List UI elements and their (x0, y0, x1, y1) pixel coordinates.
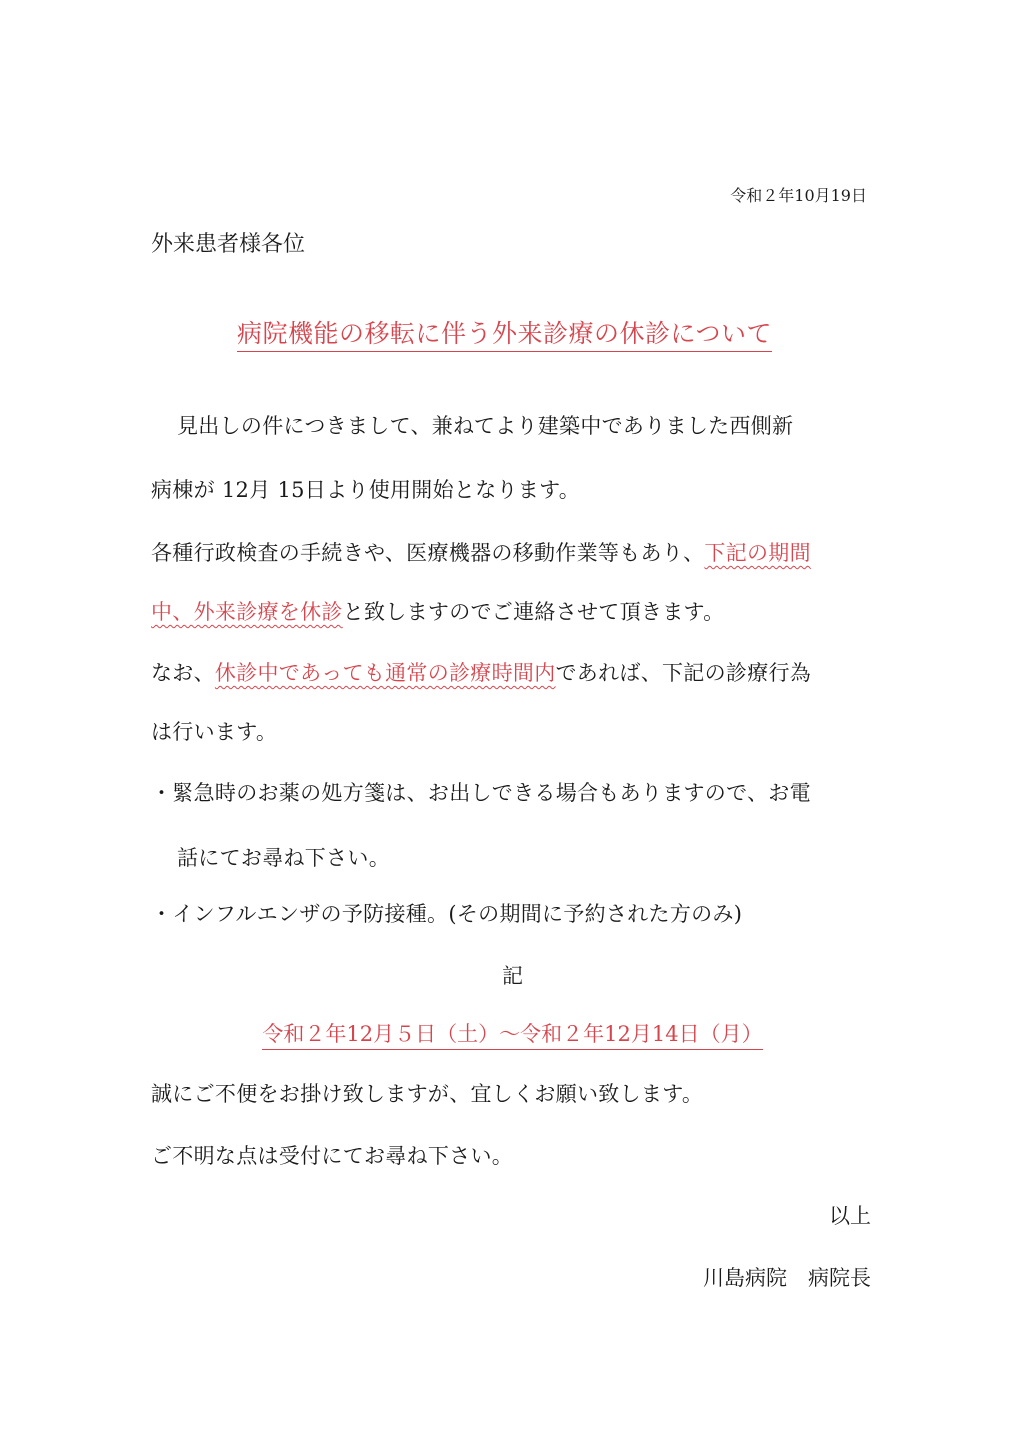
bullet-1-line-1: ・緊急時のお薬の処方箋は、お出しできる場合もありますので、お電 (151, 781, 811, 805)
highlight-period: 下記の期間 (704, 541, 811, 565)
bullet-1-line-2: 話にてお尋ね下さい。 (177, 846, 390, 870)
paragraph-3-line-1 (151, 657, 811, 687)
paragraph-2-text-a: 各種行政検査の手続きや、医療機器の移動作業等もあり、 (151, 541, 705, 565)
ijo-closing: 以上 (829, 1204, 871, 1228)
closing-line-2: ご不明な点は受付にてお尋ね下さい。 (151, 1144, 514, 1168)
paragraph-3-text-b: であれば、下記の診療行為 (555, 661, 812, 685)
closing-line-1: 誠にご不便をお掛け致しますが、宜しくお願い致します。 (151, 1082, 704, 1106)
paragraph-3-text-a: なお、 (151, 661, 215, 685)
notice-date: 令和２年10月19日 (730, 186, 867, 205)
paragraph-1-line-2: 病棟が 12月 15日より使用開始となります。 (151, 478, 581, 502)
highlight-hours: 休診中であっても通常の診療時間内 (214, 661, 556, 685)
closure-period (0, 1018, 1009, 1048)
paragraph-3-line-2: は行います。 (151, 720, 278, 744)
notice-title (0, 314, 1009, 350)
signature: 川島病院 病院長 (703, 1266, 871, 1290)
closure-period-text: 令和２年12月５日（土）～令和２年12月14日（月） (262, 1022, 762, 1050)
ki-heading: 記 (502, 964, 523, 988)
paragraph-2-line-1 (151, 537, 811, 567)
paragraph-2-text-b: と致しますのでご連絡させて頂きます。 (342, 600, 725, 624)
notice-title-text: 病院機能の移転に伴う外来診療の休診について (237, 319, 772, 352)
highlight-closure: 中、外来診療を休診 (151, 600, 343, 624)
paragraph-2-line-2 (151, 596, 724, 626)
paragraph-1-line-1: 見出しの件につきまして、兼ねてより建築中でありました西側新 (177, 414, 794, 438)
recipient: 外来患者様各位 (151, 232, 306, 257)
bullet-2: ・インフルエンザの予防接種。(その期間に予約された方のみ) (151, 902, 743, 926)
